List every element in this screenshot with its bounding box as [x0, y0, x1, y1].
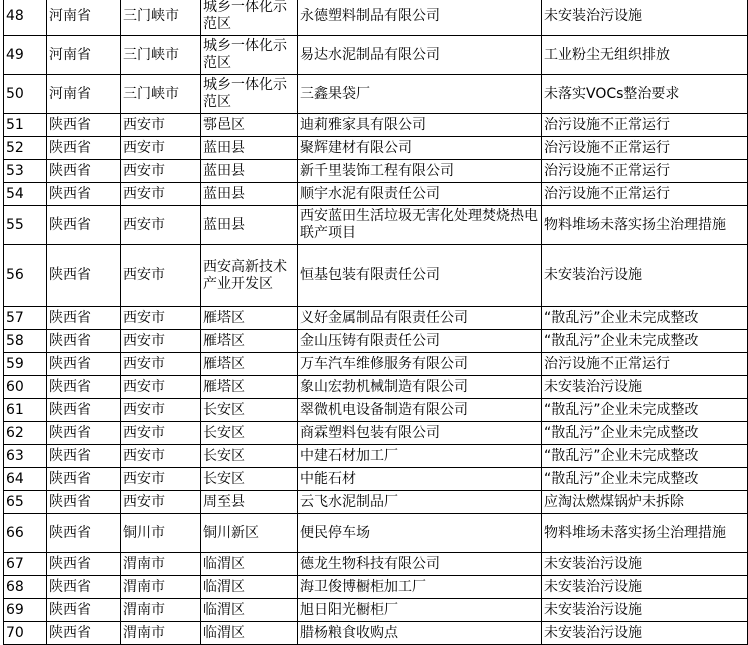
province-cell: 陕西省	[47, 468, 121, 491]
row-number: 55	[4, 206, 47, 245]
company-cell: 万车汽车维修服务有限公司	[298, 353, 542, 376]
company-cell: 新千里装饰工程有限公司	[298, 160, 542, 183]
county-cell: 临渭区	[201, 622, 298, 645]
problem-cell: “散乱污”企业未完成整改	[542, 330, 748, 353]
province-cell: 陕西省	[47, 599, 121, 622]
problem-cell: 未落实VOCs整治要求	[542, 75, 748, 114]
city-cell: 西安市	[121, 422, 201, 445]
company-cell: 商霖塑料包装有限公司	[298, 422, 542, 445]
company-cell: 三鑫果袋厂	[298, 75, 542, 114]
problem-cell: “散乱污”企业未完成整改	[542, 468, 748, 491]
problem-cell: 未安装治污设施	[542, 576, 748, 599]
table-row	[4, 445, 748, 468]
city-cell: 西安市	[121, 206, 201, 245]
city-cell: 铜川市	[121, 514, 201, 553]
table-row	[4, 514, 748, 553]
city-cell: 西安市	[121, 307, 201, 330]
city-cell: 渭南市	[121, 553, 201, 576]
city-cell: 西安市	[121, 183, 201, 206]
row-number: 62	[4, 422, 47, 445]
city-cell: 西安市	[121, 445, 201, 468]
problem-cell: 应淘汰燃煤锅炉未拆除	[542, 491, 748, 514]
problem-cell: 未安装治污设施	[542, 622, 748, 645]
problem-cell: 治污设施不正常运行	[542, 114, 748, 137]
row-number: 59	[4, 353, 47, 376]
table-row	[4, 36, 748, 75]
county-cell: 城乡一体化示范区	[201, 0, 298, 36]
province-cell: 陕西省	[47, 160, 121, 183]
problem-cell: “散乱污”企业未完成整改	[542, 445, 748, 468]
county-cell: 长安区	[201, 422, 298, 445]
problem-cell: 物料堆场未落实扬尘治理措施	[542, 514, 748, 553]
city-cell: 三门峡市	[121, 75, 201, 114]
city-cell: 渭南市	[121, 599, 201, 622]
row-number: 48	[4, 0, 47, 36]
city-cell: 西安市	[121, 137, 201, 160]
row-number: 68	[4, 576, 47, 599]
row-number: 52	[4, 137, 47, 160]
province-cell: 陕西省	[47, 245, 121, 307]
city-cell: 西安市	[121, 376, 201, 399]
province-cell: 陕西省	[47, 553, 121, 576]
county-cell: 雁塔区	[201, 376, 298, 399]
table-row	[4, 183, 748, 206]
city-cell: 西安市	[121, 491, 201, 514]
province-cell: 陕西省	[47, 376, 121, 399]
county-cell: 临渭区	[201, 553, 298, 576]
city-cell: 西安市	[121, 160, 201, 183]
province-cell: 陕西省	[47, 114, 121, 137]
county-cell: 蓝田县	[201, 206, 298, 245]
problem-cell: “散乱污”企业未完成整改	[542, 422, 748, 445]
county-cell: 雁塔区	[201, 353, 298, 376]
province-cell: 河南省	[47, 75, 121, 114]
county-cell: 蓝田县	[201, 137, 298, 160]
city-cell: 渭南市	[121, 622, 201, 645]
province-cell: 陕西省	[47, 445, 121, 468]
table-row	[4, 0, 748, 36]
county-cell: 蓝田县	[201, 160, 298, 183]
company-cell: 易达水泥制品有限公司	[298, 36, 542, 75]
table-row	[4, 353, 748, 376]
company-cell: 西安蓝田生活垃圾无害化处理焚烧热电联产项目	[298, 206, 542, 245]
province-cell: 陕西省	[47, 183, 121, 206]
row-number: 64	[4, 468, 47, 491]
county-cell: 周至县	[201, 491, 298, 514]
city-cell: 渭南市	[121, 576, 201, 599]
problem-cell: 治污设施不正常运行	[542, 160, 748, 183]
company-cell: 腊杨粮食收购点	[298, 622, 542, 645]
row-number: 58	[4, 330, 47, 353]
row-number: 54	[4, 183, 47, 206]
row-number: 66	[4, 514, 47, 553]
problem-cell: 治污设施不正常运行	[542, 183, 748, 206]
province-cell: 陕西省	[47, 422, 121, 445]
table-row	[4, 307, 748, 330]
table-row	[4, 330, 748, 353]
row-number: 61	[4, 399, 47, 422]
row-number: 63	[4, 445, 47, 468]
problem-cell: 未安装治污设施	[542, 553, 748, 576]
company-cell: 云飞水泥制品厂	[298, 491, 542, 514]
problem-cell: 物料堆场未落实扬尘治理措施	[542, 206, 748, 245]
table-row	[4, 137, 748, 160]
row-number: 50	[4, 75, 47, 114]
company-cell: 中建石材加工厂	[298, 445, 542, 468]
province-cell: 陕西省	[47, 576, 121, 599]
company-cell: 迪莉雅家具有限公司	[298, 114, 542, 137]
province-cell: 陕西省	[47, 399, 121, 422]
problem-cell: 未安装治污设施	[542, 245, 748, 307]
province-cell: 陕西省	[47, 514, 121, 553]
county-cell: 长安区	[201, 468, 298, 491]
city-cell: 西安市	[121, 468, 201, 491]
table-row	[4, 376, 748, 399]
city-cell: 三门峡市	[121, 0, 201, 36]
table-row	[4, 622, 748, 645]
company-cell: 翠微机电设备制造有限公司	[298, 399, 542, 422]
county-cell: 临渭区	[201, 599, 298, 622]
company-cell: 德龙生物科技有限公司	[298, 553, 542, 576]
county-cell: 城乡一体化示范区	[201, 36, 298, 75]
province-cell: 陕西省	[47, 353, 121, 376]
company-cell: 恒基包装有限责任公司	[298, 245, 542, 307]
city-cell: 西安市	[121, 399, 201, 422]
county-cell: 铜川新区	[201, 514, 298, 553]
county-cell: 鄠邑区	[201, 114, 298, 137]
row-number: 67	[4, 553, 47, 576]
table-body	[4, 0, 748, 645]
company-cell: 中能石材	[298, 468, 542, 491]
province-cell: 陕西省	[47, 622, 121, 645]
table-row	[4, 75, 748, 114]
table-row	[4, 206, 748, 245]
table-row	[4, 114, 748, 137]
problem-cell: 未安装治污设施	[542, 376, 748, 399]
problem-cell: 治污设施不正常运行	[542, 137, 748, 160]
company-cell: 聚辉建材有限公司	[298, 137, 542, 160]
county-cell: 长安区	[201, 399, 298, 422]
problem-cell: 未安装治污设施	[542, 0, 748, 36]
problem-cell: “散乱污”企业未完成整改	[542, 399, 748, 422]
table-row	[4, 491, 748, 514]
table-row	[4, 468, 748, 491]
province-cell: 陕西省	[47, 491, 121, 514]
province-cell: 河南省	[47, 36, 121, 75]
city-cell: 西安市	[121, 245, 201, 307]
county-cell: 西安高新技术产业开发区	[201, 245, 298, 307]
row-number: 69	[4, 599, 47, 622]
table-row	[4, 576, 748, 599]
problem-cell: 治污设施不正常运行	[542, 353, 748, 376]
row-number: 53	[4, 160, 47, 183]
province-cell: 河南省	[47, 0, 121, 36]
problem-cell: “散乱污”企业未完成整改	[542, 307, 748, 330]
problem-cell: 工业粉尘无组织排放	[542, 36, 748, 75]
company-cell: 旭日阳光橱柜厂	[298, 599, 542, 622]
company-cell: 顺宇水泥有限责任公司	[298, 183, 542, 206]
table-row	[4, 160, 748, 183]
city-cell: 西安市	[121, 330, 201, 353]
inspection-table	[3, 0, 748, 645]
county-cell: 雁塔区	[201, 330, 298, 353]
row-number: 65	[4, 491, 47, 514]
city-cell: 西安市	[121, 114, 201, 137]
county-cell: 雁塔区	[201, 307, 298, 330]
province-cell: 陕西省	[47, 206, 121, 245]
table-row	[4, 245, 748, 307]
province-cell: 陕西省	[47, 137, 121, 160]
province-cell: 陕西省	[47, 330, 121, 353]
problem-cell: 未安装治污设施	[542, 599, 748, 622]
row-number: 51	[4, 114, 47, 137]
table-row	[4, 553, 748, 576]
company-cell: 金山压铸有限责任公司	[298, 330, 542, 353]
county-cell: 长安区	[201, 445, 298, 468]
company-cell: 海卫俊博橱柜加工厂	[298, 576, 542, 599]
table-row	[4, 599, 748, 622]
county-cell: 蓝田县	[201, 183, 298, 206]
row-number: 56	[4, 245, 47, 307]
company-cell: 象山宏勃机械制造有限公司	[298, 376, 542, 399]
company-cell: 义好金属制品有限责任公司	[298, 307, 542, 330]
city-cell: 西安市	[121, 353, 201, 376]
county-cell: 临渭区	[201, 576, 298, 599]
table-row	[4, 399, 748, 422]
row-number: 60	[4, 376, 47, 399]
county-cell: 城乡一体化示范区	[201, 75, 298, 114]
row-number: 70	[4, 622, 47, 645]
row-number: 57	[4, 307, 47, 330]
city-cell: 三门峡市	[121, 36, 201, 75]
table-row	[4, 422, 748, 445]
province-cell: 陕西省	[47, 307, 121, 330]
company-cell: 永德塑料制品有限公司	[298, 0, 542, 36]
company-cell: 便民停车场	[298, 514, 542, 553]
row-number: 49	[4, 36, 47, 75]
